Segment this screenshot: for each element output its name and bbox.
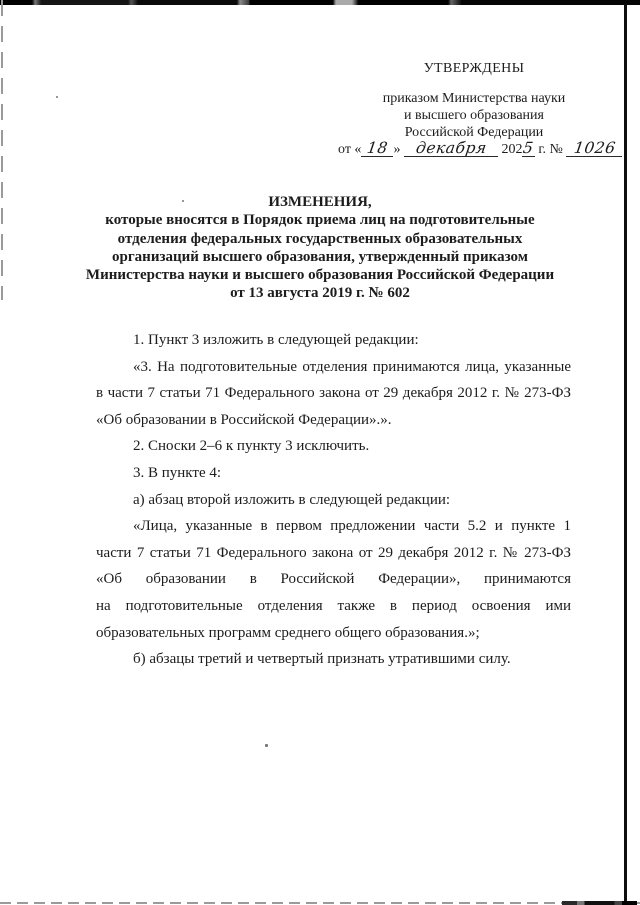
approval-block	[338, 60, 617, 158]
title-line: отделения федеральных государственных образовательных	[117, 230, 523, 247]
approval-line: Российской Федерации	[404, 125, 544, 140]
date-prefix: от «	[338, 142, 362, 157]
body-line: в части 7 статьи 71 Федерального закона от 29 декабря 2012 г. № 273-ФЗ	[96, 385, 571, 402]
year-suffix: г. №	[538, 142, 563, 157]
handwritten-day: 18	[361, 142, 393, 157]
approval-line: приказом Министерства науки	[382, 91, 566, 106]
body-line: «Об образовании в Российской Федерации», принимаются	[96, 571, 571, 588]
approved-label: УТВЕРЖДЕНЫ	[423, 61, 525, 76]
date-close-quote: »	[393, 142, 401, 157]
body-line: 3. В пункте 4:	[133, 464, 222, 481]
title-line: организаций высшего образования, утвержденный приказом	[112, 248, 528, 265]
body-line: б) абзацы третий и четвертый признать утратившими силу.	[133, 651, 511, 668]
scan-edge-bottom	[0, 902, 640, 904]
document-body	[96, 327, 571, 673]
handwritten-month: декабря	[404, 142, 498, 157]
body-line: «Об образовании в Российской Федерации».».	[96, 411, 392, 428]
body-line: части 7 статьи 71 Федерального закона от 29 декабря 2012 г. № 273-ФЗ	[96, 544, 571, 561]
handwritten-year-digit: 5	[522, 139, 536, 157]
scan-speck	[265, 744, 268, 747]
scan-edge-bottom-dark	[562, 901, 637, 905]
date-line	[338, 139, 617, 158]
body-line: 1. Пункт 3 изложить в следующей редакции:	[133, 332, 419, 348]
scan-speck	[56, 96, 58, 98]
scan-edge-top	[0, 0, 640, 5]
title-block	[55, 193, 585, 303]
body-line: «Лица, указанные в первом предложении части 5.2 и пункте 1	[133, 518, 571, 535]
scan-edge-left	[1, 0, 3, 300]
handwritten-number: 1026	[566, 142, 622, 157]
approval-line: и высшего образования	[404, 108, 544, 123]
scan-edge-right	[624, 4, 627, 905]
body-line: «3. На подготовительные отделения принимаются лица, указанные	[133, 358, 571, 375]
body-line: на подготовительные отделения также в период освоения ими	[96, 597, 571, 614]
title-line: ИЗМЕНЕНИЯ,	[268, 194, 372, 210]
title-line: Министерства науки и высшего образования Российской Федерации	[85, 267, 555, 284]
body-line: образовательных программ среднего общего образования.»;	[96, 624, 480, 641]
title-line: которые вносятся в Порядок приема лиц на подготовительные	[105, 212, 535, 229]
title-line: от 13 августа 2019 г. № 602	[230, 285, 410, 302]
year-printed: 202	[501, 142, 523, 157]
body-line: 2. Сноски 2–6 к пункту 3 исключить.	[133, 438, 370, 455]
body-line: а) абзац второй изложить в следующей редакции:	[133, 491, 451, 508]
